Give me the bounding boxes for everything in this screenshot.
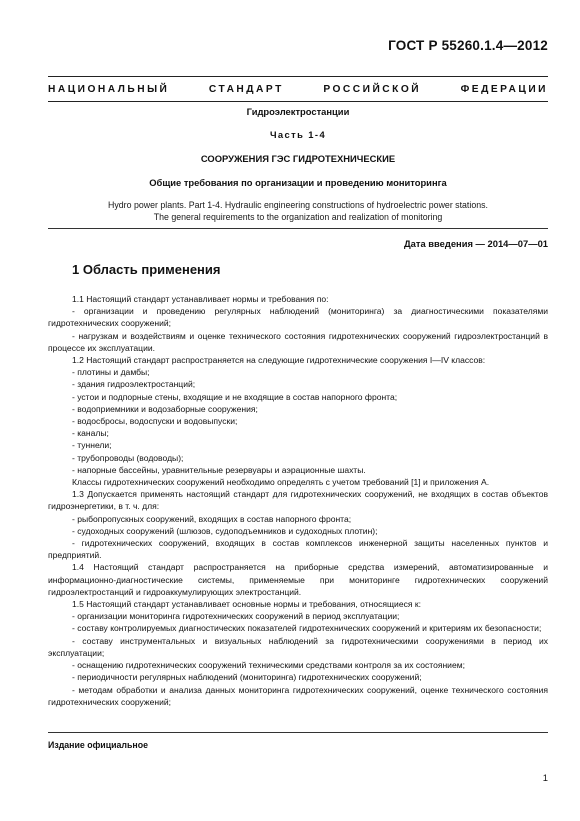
paragraph: 1.4 Настоящий стандарт распространяется на приборные средства измерений, автоматизированные и информационно-диагностические системы, применяемые при мониторинге гидротехнических сооружений гидроэлектростанций и гидроаккумулирующих электростанций. [48, 562, 548, 597]
english-title-line: Hydro power plants. Part 1-4. Hydraulic engineering constructions of hydroelectric power stations. [108, 200, 488, 210]
footer-rule [48, 732, 548, 733]
paragraph: - напорные бассейны, уравнительные резервуары и аэрационные шахты. [72, 464, 366, 475]
standard-subtitle: Общие требования по организации и проведению мониторинга [149, 177, 447, 188]
paragraph: - нагрузкам и воздействиям и оценке технического состояния гидротехнических сооружений гидроэлектростанций в процессе их эксплуатации. [48, 330, 548, 353]
header-rule-top [48, 76, 548, 77]
standard-subject: Гидроэлектростанции [246, 106, 350, 117]
paragraph: - здания гидроэлектростанций; [72, 379, 196, 390]
section-heading: 1 Область применения [72, 262, 221, 277]
section-body [48, 293, 548, 708]
document-code: ГОСТ Р 55260.1.4—2012 [388, 38, 548, 53]
paragraph: Классы гидротехнических сооружений необходимо определять с учетом требований [1] и приложения А. [72, 477, 490, 488]
standard-part: Часть 1-4 [269, 129, 327, 140]
paragraph: - устои и подпорные стены, входящие и не входящие в состав напорного фронта; [72, 391, 398, 402]
standard-title: СООРУЖЕНИЯ ГЭС ГИДРОТЕХНИЧЕСКИЕ [200, 153, 396, 164]
paragraph: 1.2 Настоящий стандарт распространяется на следующие гидротехнические сооружения I—IV классов: [72, 355, 486, 366]
paragraph: - организации мониторинга гидротехнических сооружений в период эксплуатации; [72, 611, 400, 622]
paragraph: - туннели; [72, 440, 112, 451]
paragraph: - оснащению гидротехнических сооружений техническими средствами контроля за их состоянием; [72, 660, 465, 671]
page-number: 1 [542, 772, 548, 783]
header-rule-bottom [48, 101, 548, 102]
paragraph: 1.3 Допускается применять настоящий стандарт для гидротехнических сооружений, не входящих в состав объектов гидроэнергетики, в т. ч. для: [48, 489, 548, 512]
paragraph: - водосбросы, водоспуски и водовыпуски; [72, 416, 238, 427]
paragraph: 1.5 Настоящий стандарт устанавливает основные нормы и требования, относящиеся к: [72, 599, 421, 610]
paragraph: - трубопроводы (водоводы); [72, 452, 184, 463]
paragraph: - составу контролируемых диагностических показателей гидротехнических сооружений и критериям их безопасности; [72, 623, 542, 634]
paragraph: - плотины и дамбы; [72, 367, 150, 378]
paragraph: 1.1 Настоящий стандарт устанавливает нормы и требования по: [72, 294, 329, 304]
official-edition-label: Издание официальное [48, 740, 148, 750]
paragraph: - составу инструментальных и визуальных наблюдений за гидротехническими сооружениями в период их эксплуатации; [48, 635, 548, 658]
paragraph: - методам обработки и анализа данных мониторинга гидротехнических сооружений, оценке технического состояния гидротехнических сооружений; [48, 684, 548, 707]
paragraph: - рыбопропускных сооружений, входящих в состав напорного фронта; [72, 513, 352, 524]
paragraph: - каналы; [72, 428, 109, 439]
paragraph: - организации и проведению регулярных наблюдений (мониторинга) за диагностическими показателями гидротехнических сооружений; [48, 306, 548, 329]
title-rule [48, 228, 548, 229]
national-standard-banner: НАЦИОНАЛЬНЫЙ СТАНДАРТ РОССИЙСКОЙ ФЕДЕРАЦИИ [48, 84, 548, 95]
paragraph: - судоходных сооружений (шлюзов, судоподъемников и судоходных плотин); [72, 525, 378, 536]
paragraph: - водоприемники и водозаборные сооружения; [72, 403, 258, 414]
introduction-date: Дата введения — 2014—07—01 [403, 238, 548, 249]
paragraph: - гидротехнических сооружений, входящих в состав комплексов инженерной защиты населенных пунктов и предприятий. [48, 538, 548, 561]
paragraph: - периодичности регулярных наблюдений (мониторинга) гидротехнических сооружений; [72, 672, 422, 683]
english-title-line: The general requirements to the organization and realization of monitoring [153, 212, 443, 222]
english-title [48, 199, 548, 223]
